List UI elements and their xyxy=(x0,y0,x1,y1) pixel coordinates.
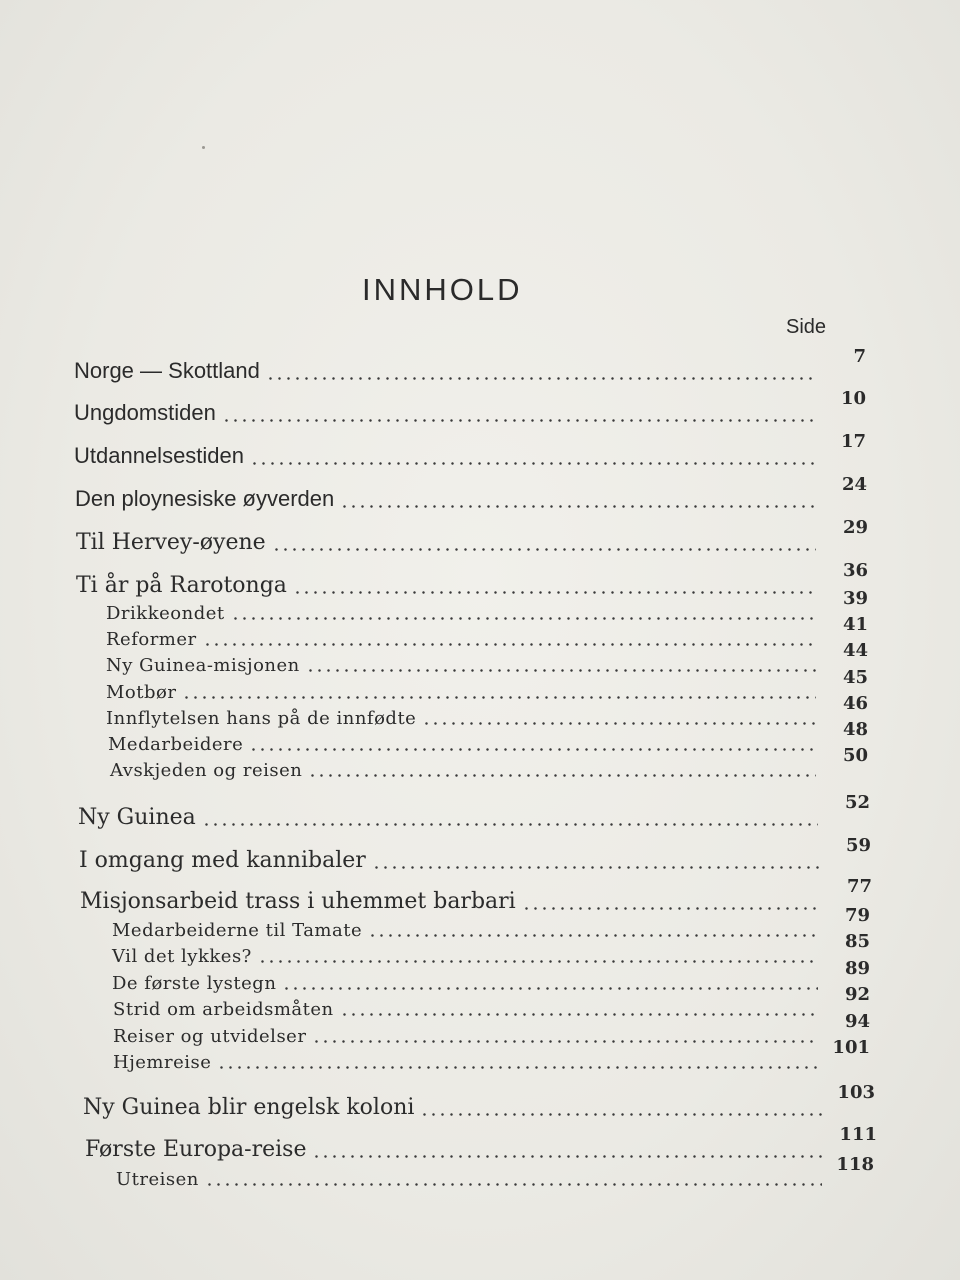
toc-entry-page: 50 xyxy=(842,745,868,766)
toc-entry xyxy=(83,1082,875,1120)
toc-entry-title: Misjonsarbeid trass i uhemmet barbari xyxy=(80,889,516,914)
toc-subentry xyxy=(113,1011,870,1047)
toc-entry-title: Utreisen xyxy=(116,1169,199,1190)
toc-entry-page: 52 xyxy=(844,792,870,813)
toc-entry xyxy=(76,517,868,555)
toc-entry-title: Ny Guinea blir engelsk koloni xyxy=(83,1095,415,1120)
dot-leader xyxy=(250,462,814,465)
dot-leader xyxy=(340,1013,818,1016)
dot-leader xyxy=(368,934,818,937)
toc-subentry xyxy=(110,745,868,781)
toc-subentry xyxy=(106,667,868,703)
toc-entry xyxy=(80,876,872,914)
toc-entry xyxy=(78,792,870,830)
toc-entry-title: Ungdomstiden xyxy=(74,400,216,425)
toc-entry-title: Den ploynesiske øyverden xyxy=(75,486,335,511)
toc-entry-page: 101 xyxy=(832,1037,870,1058)
toc-entry-page: 89 xyxy=(844,958,870,979)
toc-entry-page: 103 xyxy=(837,1082,875,1103)
toc-entry-title: Ny Guinea xyxy=(78,805,196,830)
toc-entry-title: Reformer xyxy=(106,629,197,650)
dot-leader xyxy=(282,987,818,990)
toc-entry-title: Ti år på Rarotonga xyxy=(76,573,287,598)
toc-entry-page: 24 xyxy=(841,474,867,495)
toc-entry-title: Til Hervey-øyene xyxy=(76,530,266,555)
toc-subentry xyxy=(108,719,868,755)
toc-entry xyxy=(76,560,868,598)
toc-subentry xyxy=(113,1037,870,1073)
dot-leader xyxy=(312,1155,825,1158)
dot-leader xyxy=(202,823,818,826)
dot-leader xyxy=(205,1183,822,1186)
toc-entry-page: 77 xyxy=(846,876,872,897)
toc-entry-title: Avskjeden og reisen xyxy=(110,760,303,781)
toc-entry-title: Første Europa-reise xyxy=(85,1137,307,1162)
dot-leader xyxy=(306,669,816,672)
dot-leader xyxy=(522,907,820,910)
toc-subentry xyxy=(106,640,868,676)
toc-entry xyxy=(85,1124,877,1162)
dot-leader xyxy=(217,1066,818,1069)
toc-entry-page: 118 xyxy=(836,1154,874,1175)
page-title: INNHOLD xyxy=(362,272,523,307)
toc-entry-page: 41 xyxy=(842,614,868,635)
dot-leader xyxy=(182,696,816,699)
dot-leader xyxy=(308,774,816,777)
dot-leader xyxy=(272,548,816,551)
toc-entry-title: Reiser og utvidelser xyxy=(113,1026,307,1047)
toc-entry-title: Motbør xyxy=(106,682,177,703)
toc-entry-page: 39 xyxy=(842,588,868,609)
toc-entry-title: Vil det lykkes? xyxy=(112,946,252,967)
dot-leader xyxy=(222,419,814,422)
toc-entry-title: Medarbeidere xyxy=(108,734,244,755)
toc-entry-page: 44 xyxy=(842,640,868,661)
toc-entry-title: Drikkeondet xyxy=(106,603,225,624)
page-column-label: Side xyxy=(786,316,827,338)
toc-entry-title: I omgang med kannibaler xyxy=(79,848,366,873)
dot-leader xyxy=(340,505,815,508)
toc-entry-title: Innflytelsen hans på de innfødte xyxy=(106,708,417,729)
dot-leader xyxy=(422,722,816,725)
toc-entry-page: 36 xyxy=(842,560,868,581)
toc-entry-title: Utdannelsestiden xyxy=(74,443,245,468)
toc-subentry xyxy=(106,693,868,729)
toc-subentry xyxy=(112,958,870,994)
toc-subentry xyxy=(106,614,868,650)
dot-leader xyxy=(249,748,816,751)
dot-leader xyxy=(203,643,816,646)
toc-entry xyxy=(74,388,866,426)
toc-entry xyxy=(75,474,867,512)
toc-entry-title: Medarbeiderne til Tamate xyxy=(112,920,363,941)
toc-entry-title: Hjemreise xyxy=(113,1052,212,1073)
toc-entry-page: 111 xyxy=(839,1124,877,1145)
dot-leader xyxy=(231,617,816,620)
toc-entry-page: 45 xyxy=(842,667,868,688)
dot-leader xyxy=(293,591,816,594)
toc-entry-title: Ny Guinea-misjonen xyxy=(106,655,300,676)
dot-leader xyxy=(312,1040,818,1043)
toc-entry-page: 10 xyxy=(840,388,866,409)
toc-entry xyxy=(74,346,866,384)
toc-entry-page: 79 xyxy=(844,905,870,926)
toc-entry-page: 92 xyxy=(844,984,870,1005)
toc-subentry xyxy=(106,588,868,624)
toc-entry-title: Strid om arbeidsmåten xyxy=(113,999,334,1020)
toc-subentry xyxy=(112,905,870,941)
toc-entry xyxy=(74,431,866,469)
toc-entry-page: 48 xyxy=(842,719,868,740)
toc-entry-page: 85 xyxy=(844,931,870,952)
toc-entry-page: 7 xyxy=(853,346,866,367)
dot-leader xyxy=(372,866,819,869)
toc-entry-page: 59 xyxy=(845,835,871,856)
toc-subentry xyxy=(116,1154,874,1190)
toc-subentry xyxy=(112,931,870,967)
toc-entry-title: De første lystegn xyxy=(112,973,277,994)
toc-entry-page: 17 xyxy=(840,431,866,452)
dot-leader xyxy=(420,1113,823,1116)
dot-leader xyxy=(258,960,818,963)
dot-leader xyxy=(266,377,814,380)
toc-entry-page: 46 xyxy=(842,693,868,714)
toc-entry xyxy=(79,835,871,873)
toc-entry-page: 94 xyxy=(844,1011,870,1032)
toc-subentry xyxy=(113,984,870,1020)
toc-entry-title: Norge — Skottland xyxy=(74,358,260,383)
toc-entry-page: 29 xyxy=(842,517,868,538)
